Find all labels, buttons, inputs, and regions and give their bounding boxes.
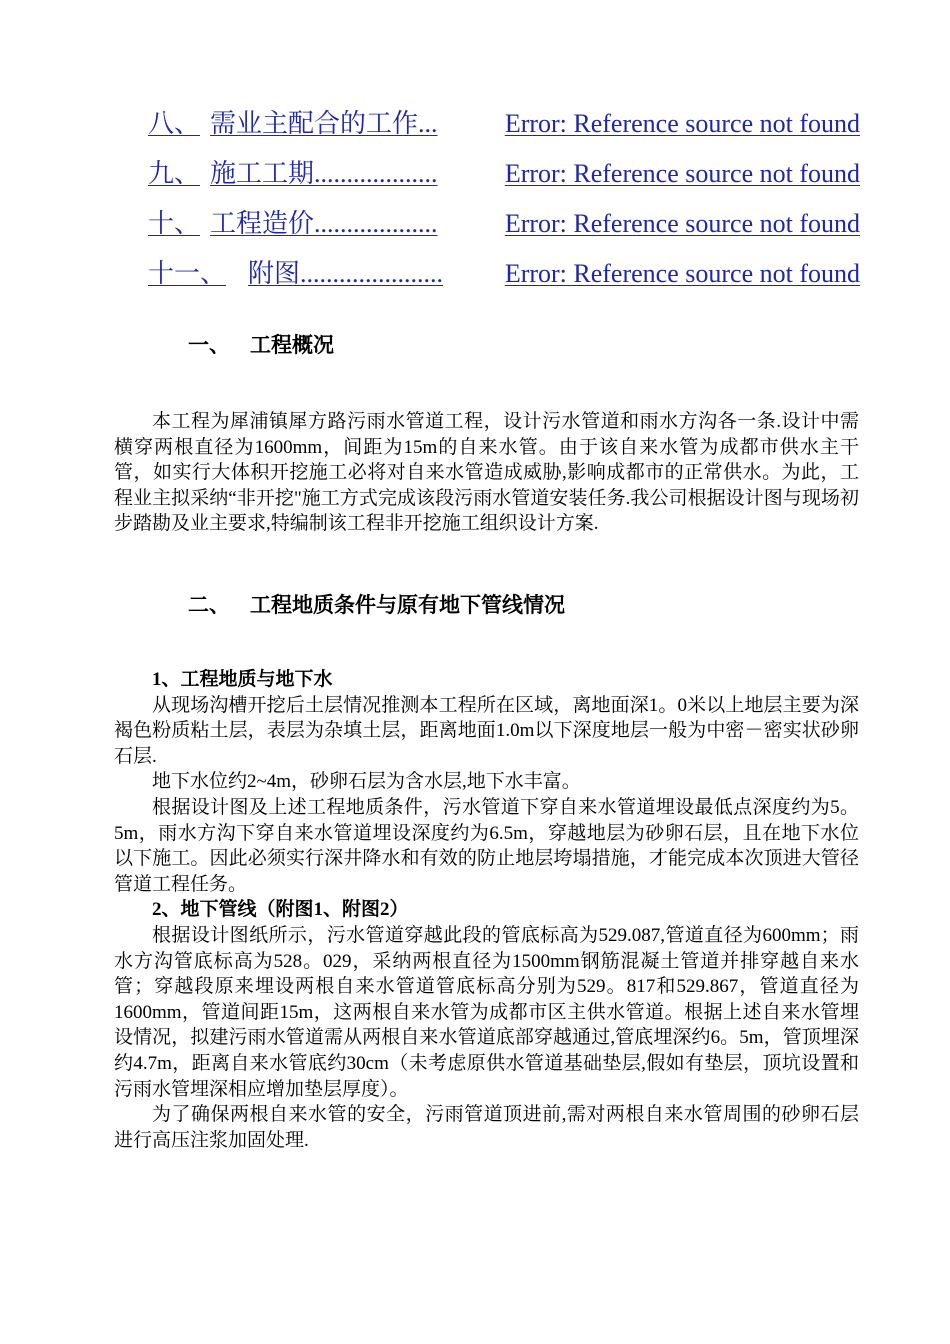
toc-page-reference: Error: Reference source not found bbox=[504, 159, 860, 188]
toc-leader: ................... bbox=[314, 209, 438, 238]
toc-leader: ................... bbox=[314, 159, 438, 188]
section-1-heading bbox=[188, 330, 334, 360]
body-paragraph: 根据设计图及上述工程地质条件，污水管道下穿自来水管道埋设最低点深度约为5。5m，雨水方沟下穿自来水管道埋设深度约为6.5m，穿越地层为砂卵石层，且在地下水位以下施工。因此必须实行深井降水和有效的防止地层垮塌措施，才能完成本次顶进大管径管道工程任务。 bbox=[114, 796, 859, 895]
toc-title: 工程造价 bbox=[210, 209, 315, 238]
toc-entry-11[interactable] bbox=[148, 254, 860, 304]
toc-entry-9[interactable] bbox=[148, 154, 860, 204]
toc-number: 十一、 bbox=[148, 259, 227, 288]
toc-title: 附图 bbox=[248, 259, 301, 288]
toc-number: 八、 bbox=[148, 109, 201, 138]
section-title: 工程地质条件与原有地下管线情况 bbox=[250, 593, 565, 617]
body-paragraph: 从现场沟槽开挖后土层情况推测本工程所在区域，离地面深1。0米以上地层主要为深褐色粉质粘土层，表层为杂填土层，距离地面1.0m以下深度地层一般为中密－密实状砂卵石层. bbox=[114, 694, 859, 767]
toc-leader: ... bbox=[418, 109, 438, 138]
toc-number: 九、 bbox=[148, 159, 201, 188]
section-2-body bbox=[114, 667, 859, 1153]
toc-page-reference: Error: Reference source not found bbox=[504, 209, 860, 238]
table-of-contents bbox=[148, 104, 860, 304]
section-number: 二、 bbox=[188, 593, 230, 617]
toc-entry-10[interactable] bbox=[148, 204, 860, 254]
toc-entry-8[interactable] bbox=[148, 104, 860, 154]
section-1-body bbox=[114, 409, 859, 537]
toc-leader: ...................... bbox=[300, 259, 444, 288]
body-paragraph: 为了确保两根自来水管的安全，污雨管道顶进前,需对两根自来水管周围的砂卵石层进行高压注浆加固处理. bbox=[114, 1104, 859, 1151]
section-title: 工程概况 bbox=[250, 333, 334, 357]
body-paragraph: 本工程为犀浦镇犀方路污雨水管道工程，设计污水管道和雨水方沟各一条.设计中需横穿两根直径为1600mm，间距为15m的自来水管。由于该自来水管为成都市供水主干管，如实行大体积开挖施工必将对自来水管造成威胁,影响成都市的正常供水。为此，工程业主拟采纳“非开挖"施工方式完成该段污雨水管道安装任务.我公司根据设计图与现场初步踏勘及业主要求,特编制该工程非开挖施工组织设计方案. bbox=[114, 411, 859, 535]
section-number: 一、 bbox=[188, 333, 230, 357]
body-paragraph: 地下水位约2~4m，砂卵石层为含水层,地下水丰富。 bbox=[152, 771, 581, 793]
body-paragraph: 根据设计图纸所示，污水管道穿越此段的管底标高为529.087,管道直径为600mm；雨水方沟管底标高为528。029，采纳两根直径为1500mm钢筋混凝土管道并排穿越自来水管；穿越段原来埋设两根自来水管道管底标高分别为529。817和529.867，管道直径为1600mm，管道间距15m，这两根自来水管为成都市区主供水管道。根据上述自来水管埋设情况，拟建污雨水管道需从两根自来水管道底部穿越通过,管底埋深约6。5m，管顶埋深约4.7m，距离自来水管底约30cm（未考虑原供水管道基础垫层,假如有垫层，顶坑设置和污雨水管埋深相应增加垫层厚度）。 bbox=[114, 924, 859, 1100]
toc-title: 需业主配合的工作 bbox=[210, 109, 419, 138]
subsection-heading: 1、工程地质与地下水 bbox=[152, 669, 333, 690]
toc-number: 十、 bbox=[148, 209, 201, 238]
section-2-heading bbox=[188, 590, 565, 620]
toc-page-reference: Error: Reference source not found bbox=[504, 259, 860, 288]
subsection-heading: 2、地下管线（附图1、附图2） bbox=[152, 899, 409, 921]
toc-title: 施工工期 bbox=[210, 159, 315, 188]
toc-page-reference: Error: Reference source not found bbox=[504, 109, 860, 138]
